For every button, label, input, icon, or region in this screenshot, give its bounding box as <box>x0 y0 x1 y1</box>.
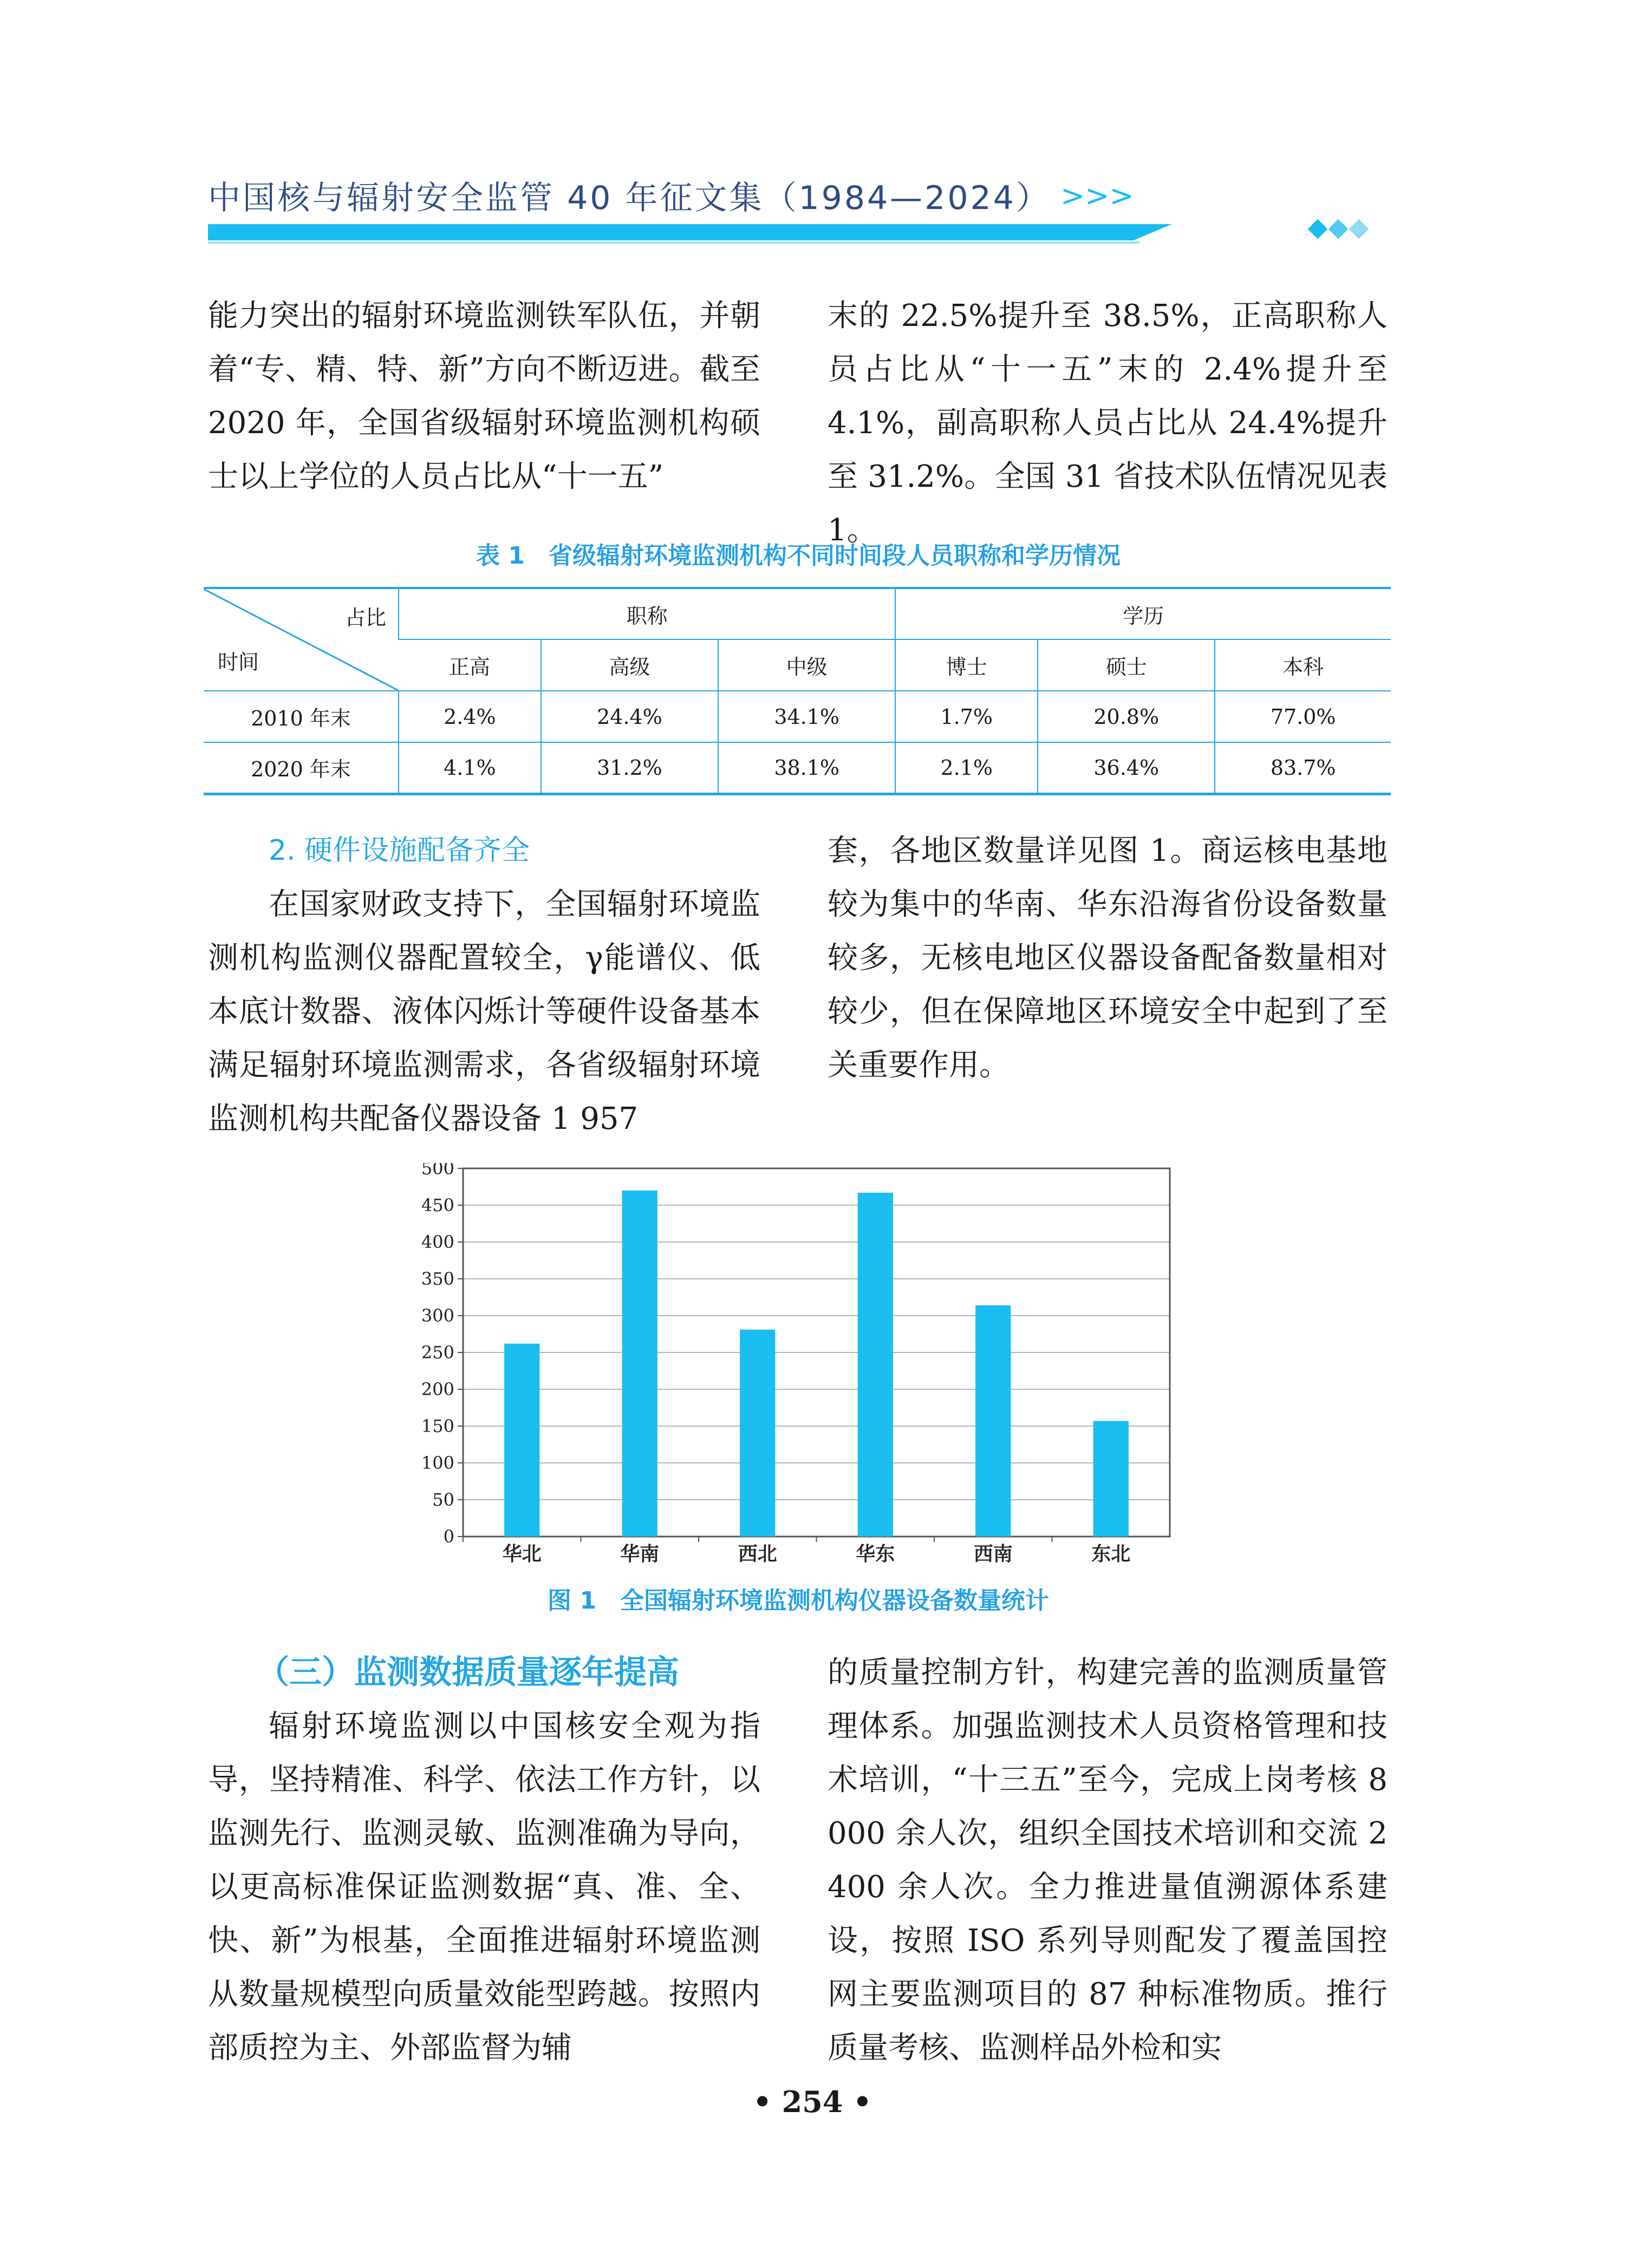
column-header: 博士 <box>895 639 1038 691</box>
running-header-title: 中国核与辐射安全监管 40 年征文集（1984—2024） <box>208 179 1051 217</box>
table-row <box>204 742 1391 794</box>
section2-heading: 2. 硬件设施配备齐全 <box>269 834 530 867</box>
bar <box>504 1344 539 1537</box>
table-cell: 2.4% <box>399 691 541 742</box>
x-tick-label: 华东 <box>856 1543 895 1565</box>
column-header: 正高 <box>399 639 541 691</box>
y-tick-label: 250 <box>421 1342 454 1363</box>
table-1 <box>204 587 1391 795</box>
row-label: 2010 年末 <box>204 691 399 742</box>
top-right-column <box>828 289 1388 557</box>
figure-1-chart <box>412 1163 1181 1573</box>
table-caption: 表 1 省级辐射环境监测机构不同时间段人员职称和学历情况 <box>476 542 1121 570</box>
header-arrows-icon: >>> <box>1060 179 1134 213</box>
table-cell: 20.8% <box>1038 691 1215 742</box>
section3-heading: （三）监测数据质量逐年提高 <box>257 1653 679 1691</box>
table-cell: 38.1% <box>718 742 895 794</box>
y-tick-label: 50 <box>432 1489 454 1510</box>
top-left-paragraph: 能力突出的辐射环境监测铁军队伍，并朝着“专、精、特、新”方向不断迈进。截至 2020 年，全国省级辐射环境监测机构硕士以上学位的人员占比从“十一五” <box>208 298 760 494</box>
column-header: 硕士 <box>1038 639 1215 691</box>
x-tick-label: 华北 <box>502 1543 542 1565</box>
page-number: • 254 • <box>753 2084 872 2119</box>
table-row <box>204 691 1391 742</box>
bar <box>1093 1421 1129 1537</box>
top-left-column <box>208 289 760 504</box>
header-diamonds-icon <box>1311 222 1366 236</box>
x-tick-label: 华南 <box>620 1543 660 1565</box>
section2-left-column <box>208 824 760 1146</box>
header-bar <box>208 224 1172 240</box>
column-header: 中级 <box>718 639 895 691</box>
x-tick-label: 东北 <box>1091 1543 1131 1565</box>
y-tick-label: 0 <box>443 1526 454 1547</box>
column-header: 高级 <box>541 639 718 691</box>
corner-label-time: 时间 <box>218 650 259 674</box>
y-tick-label: 100 <box>421 1453 454 1473</box>
table-corner-cell <box>204 588 399 691</box>
section2-right-paragraph: 套，各地区数量详见图 1。商运核电基地较为集中的华南、华东沿海省份设备数量较多，无核电地区仪器设备配备数量相对较少，但在保障地区环境安全中起到了至关重要作用。 <box>828 833 1388 1083</box>
section2-right-column <box>828 824 1388 1092</box>
table-cell: 31.2% <box>541 742 718 794</box>
y-tick-label: 300 <box>421 1305 454 1326</box>
bar <box>622 1191 657 1537</box>
table-cell: 2.1% <box>895 742 1038 794</box>
table-cell: 77.0% <box>1215 691 1391 742</box>
section3-right-column <box>828 1646 1388 2075</box>
table-cell: 83.7% <box>1215 742 1391 794</box>
bar <box>740 1330 775 1537</box>
section2-left-paragraph: 在国家财政支持下，全国辐射环境监测机构监测仪器配置较全，γ能谱仪、低本底计数器、液体闪烁计等硬件设备基本满足辐射环境监测需求，各省级辐射环境监测机构共配备仪器设备 1 957 <box>208 887 760 1136</box>
y-tick-label: 450 <box>421 1195 454 1215</box>
group-title-degree: 学历 <box>895 588 1391 639</box>
corner-label-ratio: 占比 <box>344 606 386 630</box>
column-header: 本科 <box>1215 639 1391 691</box>
table-cell: 36.4% <box>1038 742 1215 794</box>
figure-caption: 图 1 全国辐射环境监测机构仪器设备数量统计 <box>548 1587 1049 1615</box>
section3-right-paragraph: 的质量控制方针，构建完善的监测质量管理体系。加强监测技术人员资格管理和技术培训，“十三五”至今，完成上岗考核 8 000 余人次，组织全国技术培训和交流 2 400 余人次。全力推进量值溯源体系建设，按照 ISO 系列导则配发了覆盖国控网主要监测项目的 87 种标准物质。推行质量考核、监测样品外检和实 <box>828 1655 1388 2066</box>
section3-left-column <box>208 1646 760 2075</box>
x-tick-label: 西北 <box>738 1543 777 1565</box>
header-line <box>208 241 1139 244</box>
bar <box>975 1305 1011 1537</box>
x-tick-label: 西南 <box>973 1543 1013 1565</box>
table-cell: 4.1% <box>399 742 541 794</box>
row-label: 2020 年末 <box>204 742 399 794</box>
table-cell: 24.4% <box>541 691 718 742</box>
y-tick-label: 200 <box>421 1379 454 1400</box>
y-tick-label: 150 <box>421 1416 454 1436</box>
y-tick-label: 350 <box>421 1269 454 1289</box>
top-right-paragraph: 末的 22.5%提升至 38.5%，正高职称人员占比从“十一五”末的 2.4%提升至 4.1%，副高职称人员占比从 24.4%提升至 31.2%。全国 31 省技术队伍情况见表 1。 <box>828 298 1388 548</box>
y-tick-label: 400 <box>421 1232 454 1252</box>
y-tick-label: 500 <box>421 1163 454 1179</box>
table-cell: 34.1% <box>718 691 895 742</box>
bar <box>858 1193 893 1537</box>
group-title-rank: 职称 <box>399 588 895 639</box>
bar-chart-svg <box>412 1163 1181 1573</box>
section3-left-paragraph: 辐射环境监测以中国核安全观为指导，坚持精准、科学、依法工作方针，以监测先行、监测灵敏、监测准确为导向，以更高标准保证监测数据“真、准、全、快、新”为根基，全面推进辐射环境监测从数量规模型向质量效能型跨越。按照内部质控为主、外部监督为辅 <box>208 1709 760 2066</box>
table-cell: 1.7% <box>895 691 1038 742</box>
